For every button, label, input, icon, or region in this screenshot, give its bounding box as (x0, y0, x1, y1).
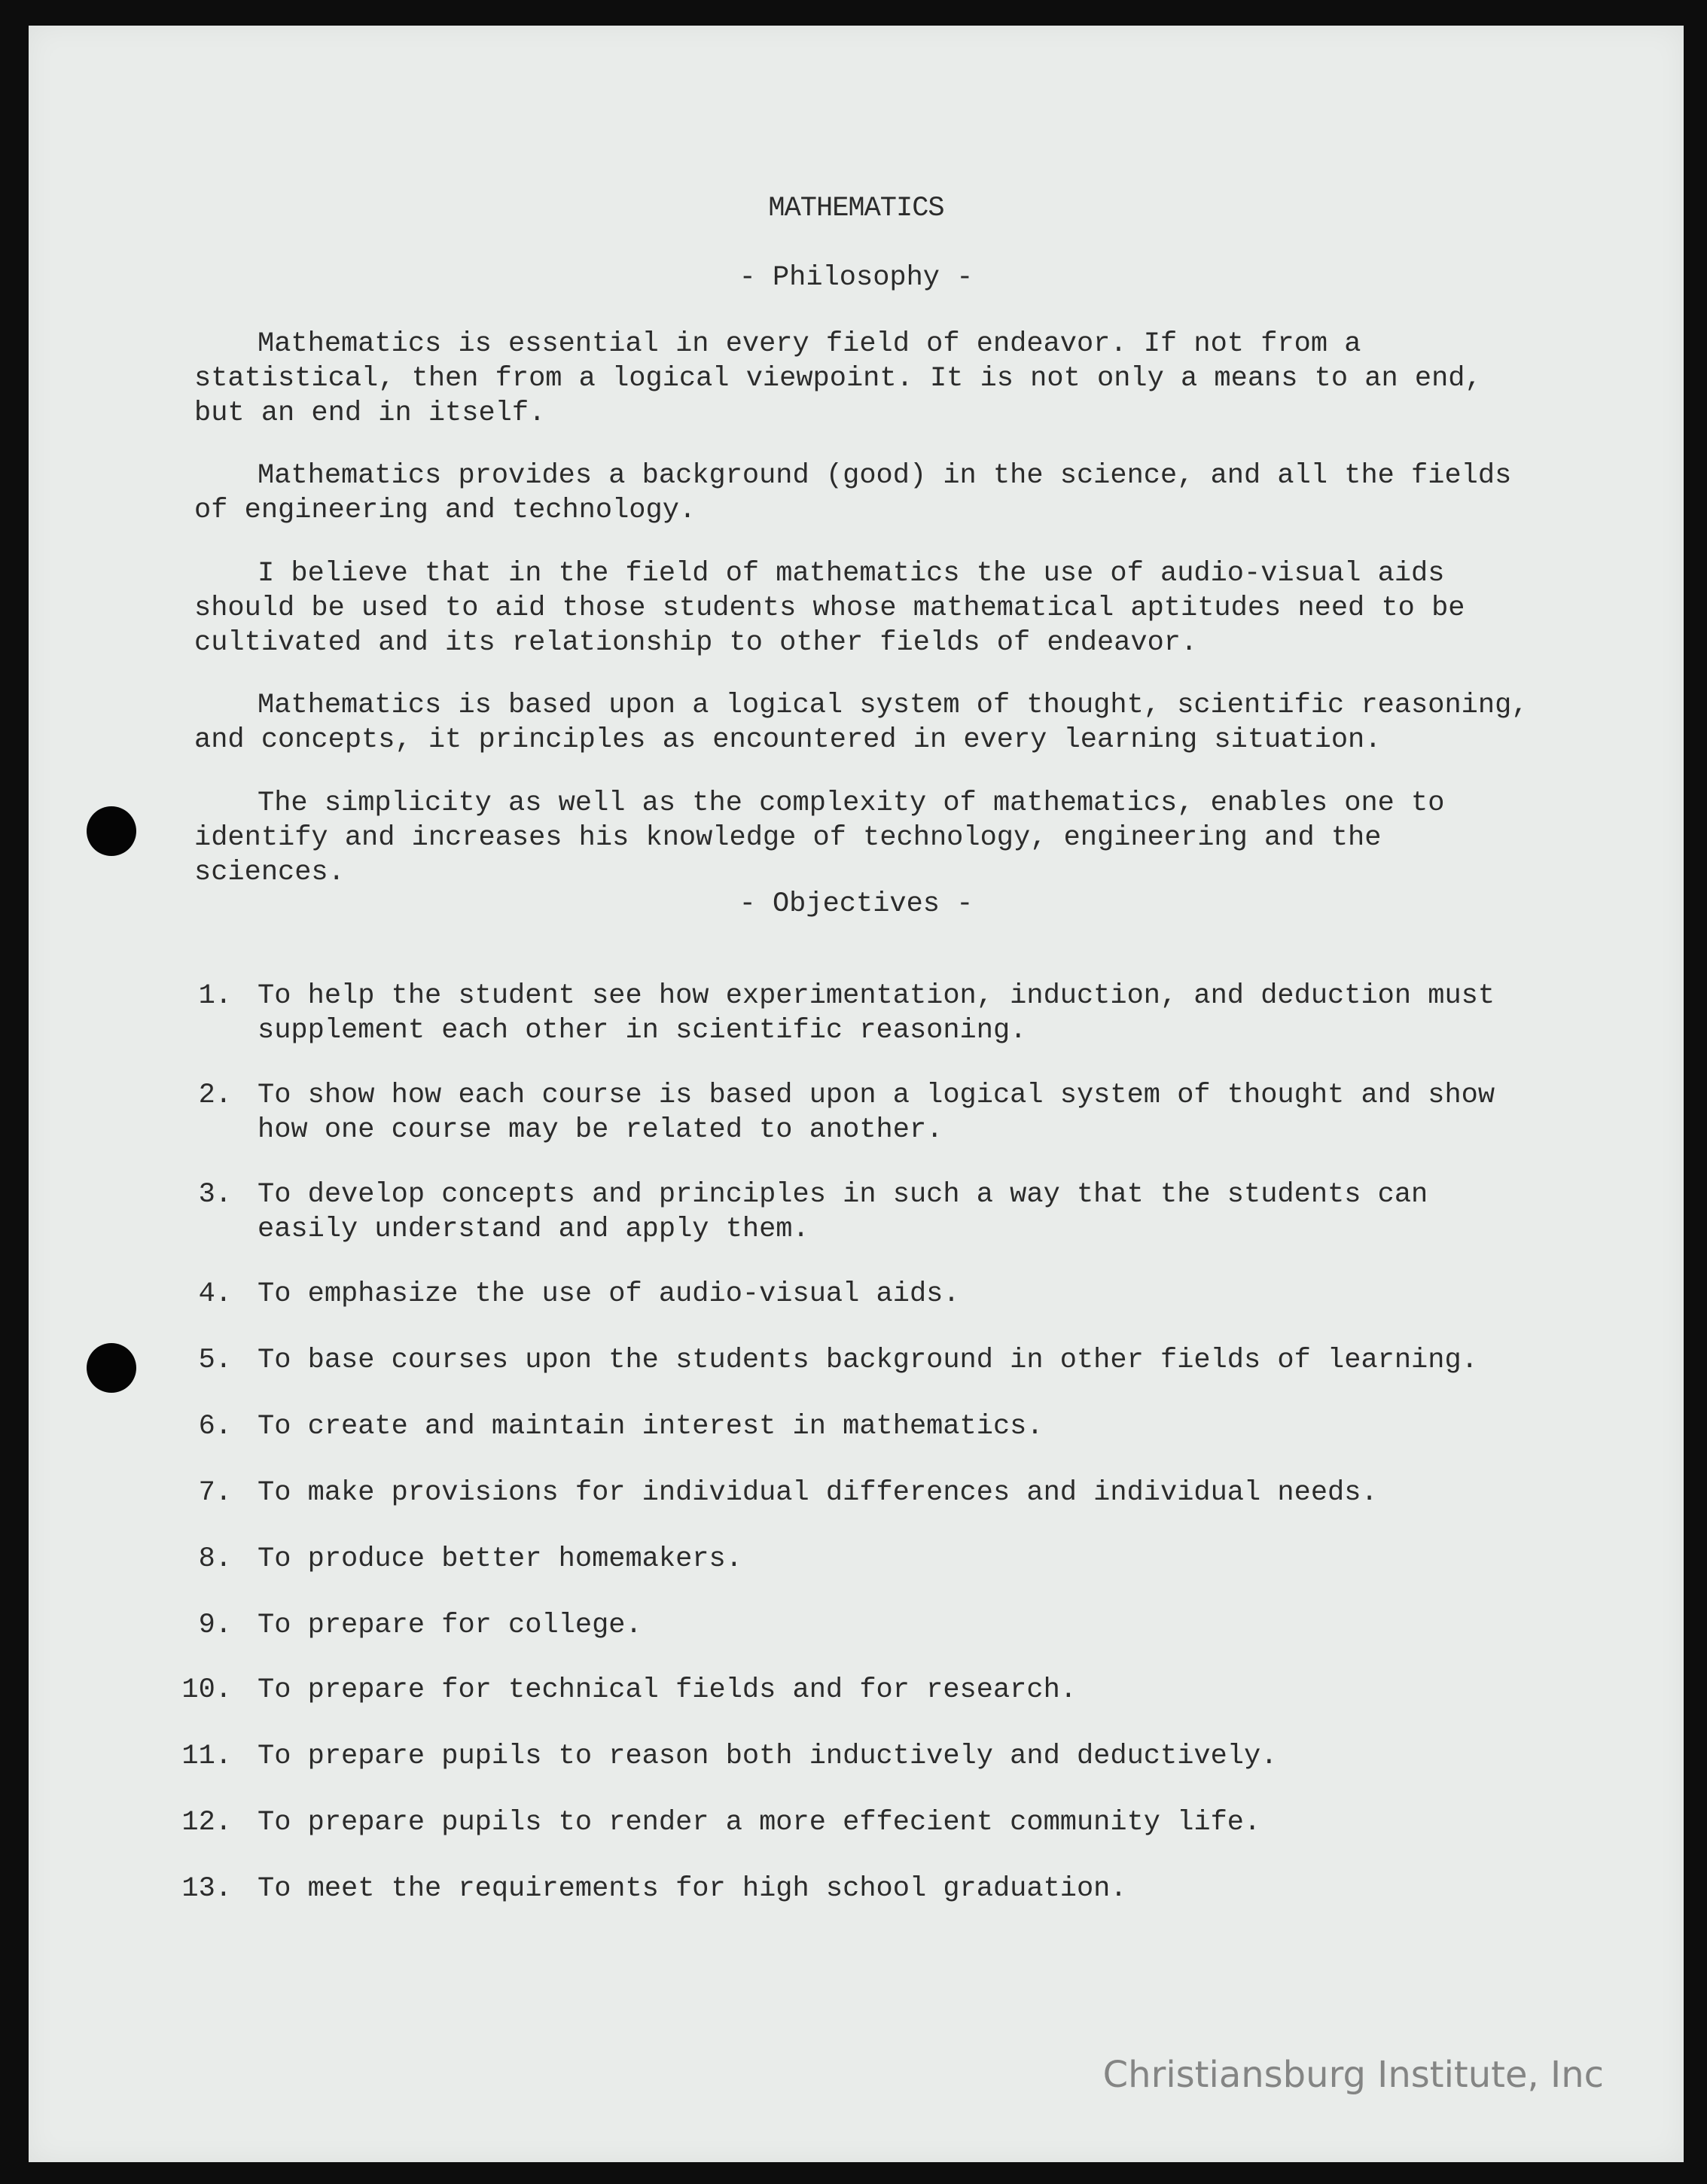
philosophy-heading: - Philosophy - (739, 262, 974, 294)
list-item-number: 2. (198, 1080, 232, 1111)
objectives-heading: - Objectives - (739, 888, 974, 920)
punch-hole (87, 1343, 136, 1393)
list-item-number: 5. (198, 1345, 232, 1376)
list-item-number: 9. (198, 1610, 232, 1641)
philosophy-paragraph: Mathematics provides a background (good) in the science, and all the fields of engineering and technology. (194, 460, 1512, 526)
philosophy-paragraph: The simplicity as well as the complexity of mathematics, enables one to identify and increases his knowledge of technology, engineering and the sciences. (194, 787, 1445, 888)
list-item-text: To show how each course is based upon a logical system of thought and show how one course may be related to another. (258, 1080, 1495, 1146)
philosophy-paragraph: Mathematics is essential in every field of endeavor. If not from a statistical, then from a logical viewpoint. It is not only a means to an end, but an end in itself. (194, 328, 1482, 429)
list-item-text: To prepare pupils to reason both inductively and deductively. (258, 1741, 1278, 1772)
page-title: MATHEMATICS (768, 193, 944, 224)
list-item-text: To meet the requirements for high school graduation. (258, 1873, 1127, 1905)
list-item-text: To prepare pupils to render a more effecient community life. (258, 1807, 1261, 1838)
list-item-number: 7. (198, 1477, 232, 1509)
list-item-number: 3. (198, 1179, 232, 1211)
list-item-text: To prepare for technical fields and for research. (258, 1674, 1077, 1706)
list-item-number: 6. (198, 1411, 232, 1442)
watermark-text: Christiansburg Institute, Inc (1102, 2054, 1604, 2096)
list-item-text: To emphasize the use of audio-visual aids. (258, 1278, 960, 1310)
list-item-text: To create and maintain interest in mathematics. (258, 1411, 1044, 1442)
list-item-text: To prepare for college. (258, 1610, 642, 1641)
philosophy-paragraph: I believe that in the field of mathematics the use of audio-visual aids should be used to aid those students whose mathematical aptitudes need to be cultivated and its relationship to other fields of endeavor. (194, 558, 1465, 659)
philosophy-paragraph: Mathematics is based upon a logical system of thought, scientific reasoning, and concepts, it principles as encountered in every learning situation. (194, 690, 1529, 756)
list-item-text: To make provisions for individual differences and individual needs. (258, 1477, 1378, 1509)
list-item-text: To produce better homemakers. (258, 1543, 742, 1575)
list-item-number: 1. (198, 980, 232, 1012)
list-item-number: 11. (181, 1741, 232, 1772)
list-item-text: To help the student see how experimentation, induction, and deduction must supplement each other in scientific reasoning. (258, 980, 1495, 1046)
list-item-text: To base courses upon the students background in other fields of learning. (258, 1345, 1478, 1376)
list-item-number: 4. (198, 1278, 232, 1310)
list-item-number: 12. (181, 1807, 232, 1838)
list-item-number: 13. (181, 1873, 232, 1905)
document-body (29, 26, 1684, 2162)
punch-hole (87, 806, 136, 856)
list-item-number: 10. (181, 1674, 232, 1706)
document-page (29, 26, 1684, 2162)
list-item-number: 8. (198, 1543, 232, 1575)
list-item-text: To develop concepts and principles in such a way that the students can easily understand and apply them. (258, 1179, 1428, 1245)
